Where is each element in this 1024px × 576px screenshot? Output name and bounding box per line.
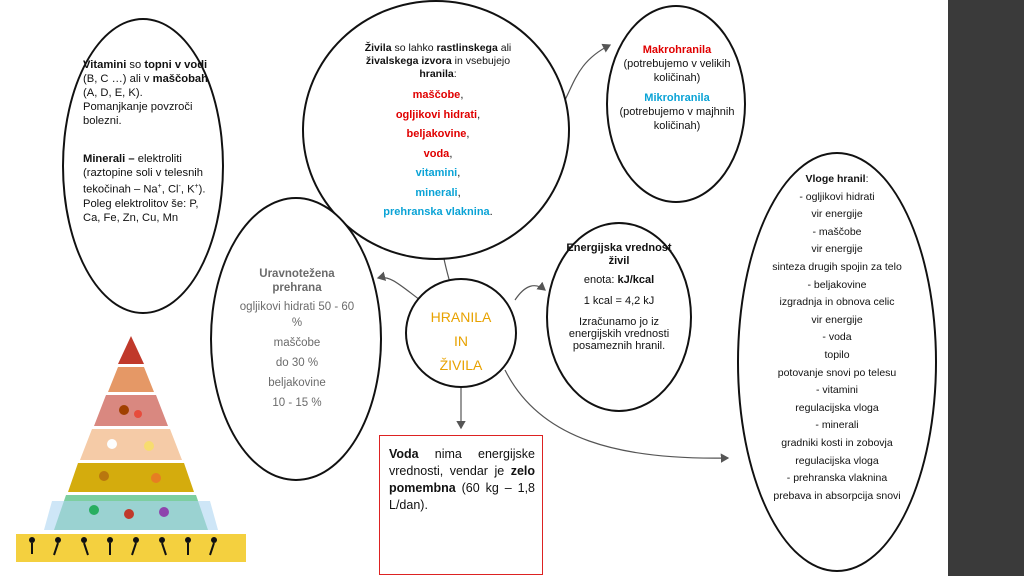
energy-conversion: 1 kcal = 4,2 kJ xyxy=(583,295,655,307)
nutrient-item: voda, xyxy=(423,147,453,160)
nutrient-item: vitamini, xyxy=(415,167,461,179)
pyramid-tier-sweets xyxy=(118,336,144,364)
roles-line: izgradnja in obnova celic xyxy=(779,296,895,309)
energy-unit: enota: kJ/kcal xyxy=(583,274,655,286)
balanced-line: maščobe xyxy=(273,337,321,349)
macro-desc: (potrebujemo v velikih količinah) xyxy=(623,58,731,84)
balanced-line: do 30 % xyxy=(275,357,319,369)
energy-title: Energijska vrednost živil xyxy=(566,242,672,267)
energy-text xyxy=(560,242,678,352)
nutrient-item: ogljikovi hidrati, xyxy=(395,108,481,121)
nutrient-item: prehranska vlaknina. xyxy=(383,206,493,218)
roles-title: Vloge hranil: xyxy=(805,173,869,185)
nutrient-item: beljakovine, xyxy=(406,128,470,140)
roles-line: - voda xyxy=(822,331,852,344)
balanced-text xyxy=(235,267,359,411)
center-line: IN xyxy=(454,333,468,349)
nutrient-item: minerali, xyxy=(415,186,461,199)
minerals-text: Minerali – elektroliti (raztopine soli v telesnih tekočinah – Na+, Cl-, K+). Poleg elektrolitov še: P, Ca, Fe, Zn, Cu, Mn xyxy=(83,153,206,224)
roles-line: - maščobe xyxy=(812,225,862,238)
roles-line: sinteza drugih spojin za telo xyxy=(772,260,902,273)
roles-line: - ogljikovi hidrati xyxy=(799,190,875,203)
roles-line: vir energije xyxy=(811,243,863,256)
roles-line: vir energije xyxy=(811,313,863,326)
arrow-to-balanced xyxy=(378,277,420,300)
center-line: ŽIVILA xyxy=(439,357,483,373)
roles-line: - prehranska vlaknina xyxy=(786,472,888,485)
right-sidebar xyxy=(948,0,1024,576)
micro-title: Mikrohranila xyxy=(644,92,710,104)
roles-line: vir energije xyxy=(811,208,863,221)
balanced-line: ogljikovi hidrati 50 - 60 % xyxy=(239,301,355,329)
roles-line: - beljakovine xyxy=(807,278,867,291)
energy-desc: Izračunamo jo iz energijskih vrednosti posameznih hranil. xyxy=(568,316,670,352)
pyramid-tier-meat xyxy=(94,395,168,426)
vitamins-text: Vitamini so topni v vodi (B, C …) ali v maščobah (A, D, E, K). Pomanjkanje povzroči bolezni. xyxy=(83,59,208,127)
macro-text xyxy=(618,43,736,133)
food-pyramid-icon xyxy=(14,334,248,566)
balanced-line: beljakovine xyxy=(268,377,326,389)
center-line: HRANILA xyxy=(430,309,492,325)
pyramid-tier-grains xyxy=(68,463,194,492)
zivila-intro: Živila so lahko rastlinskega ali živalskega izvora in vsebujejo hranila: xyxy=(364,42,512,80)
roles-line: regulacijska vloga xyxy=(795,454,879,467)
pyramid-tier-oils xyxy=(108,367,154,392)
water-text: Voda nima energijske vrednosti, vendar je zelo pomembna (60 kg – 1,8 L/dan). xyxy=(389,447,535,512)
center-text xyxy=(405,305,517,377)
macro-title: Makrohranila xyxy=(642,44,712,56)
arrow-to-energy xyxy=(515,286,545,300)
balanced-title: Uravnotežena prehrana xyxy=(259,268,335,294)
roles-line: - minerali xyxy=(815,419,859,432)
roles-line: gradniki kosti in zobovja xyxy=(781,436,893,449)
arrow-to-macro xyxy=(565,45,610,100)
roles-text xyxy=(747,171,927,505)
balanced-line: 10 - 15 % xyxy=(272,397,322,409)
nutrient-item: maščobe, xyxy=(412,89,464,101)
micro-desc: (potrebujemo v majhnih količinah) xyxy=(619,106,735,132)
roles-line: - vitamini xyxy=(815,384,858,397)
roles-line: topilo xyxy=(824,348,850,361)
roles-line: potovanje snovi po telesu xyxy=(777,366,897,379)
pyramid-tier-dairy xyxy=(80,429,182,460)
roles-line: prebava in absorpcija snovi xyxy=(773,489,901,502)
roles-line: regulacijska vloga xyxy=(795,401,879,414)
nutrient-list xyxy=(352,86,524,223)
